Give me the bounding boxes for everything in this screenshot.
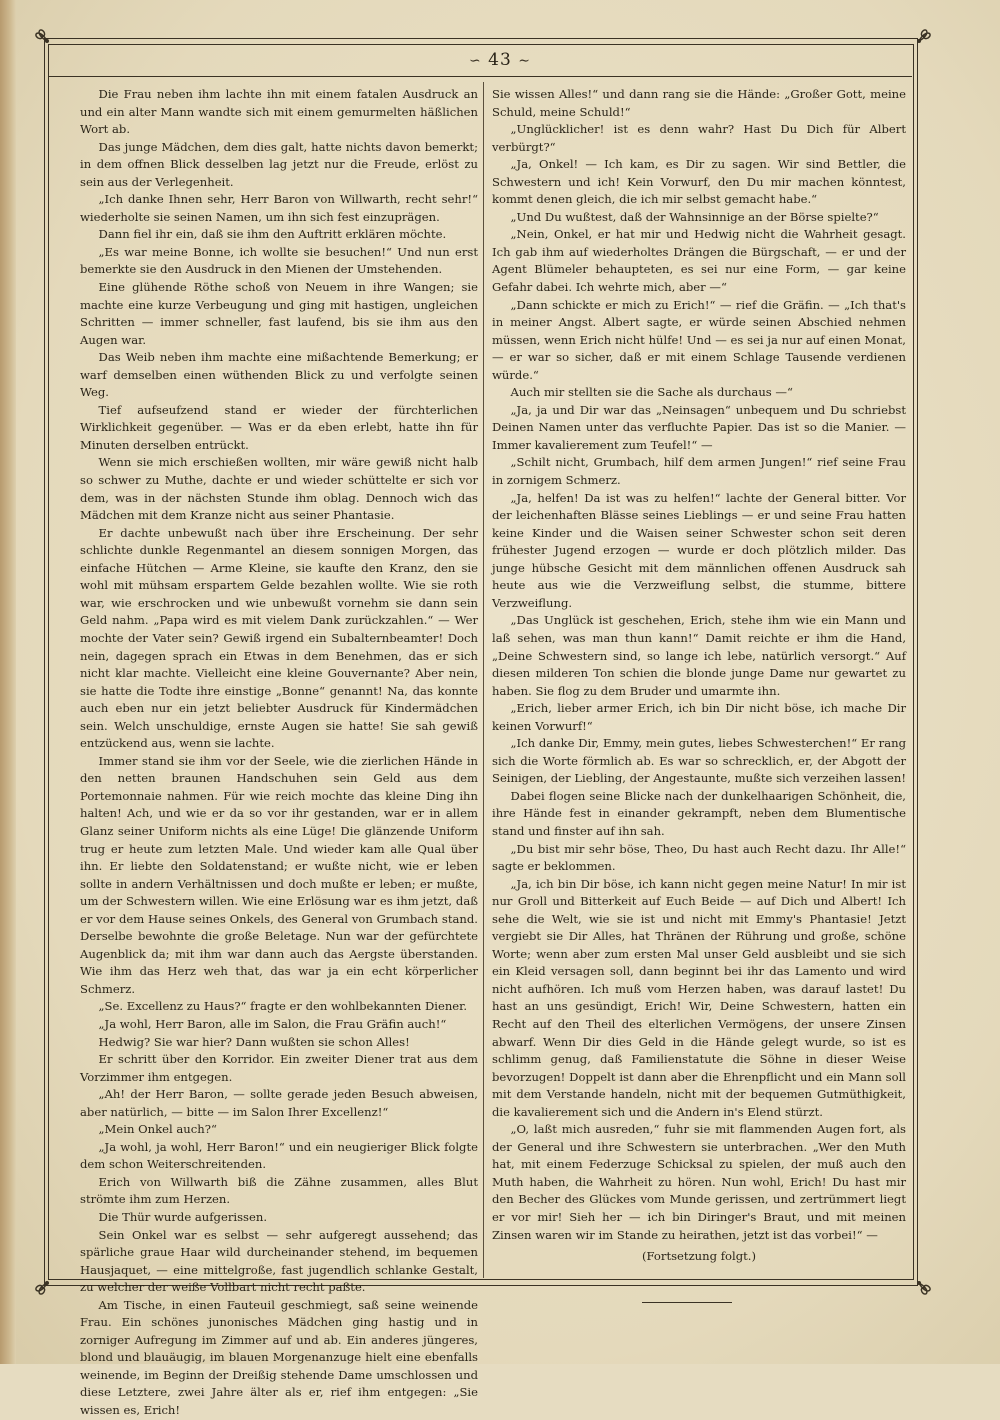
paragraph: „Ich danke Dir, Emmy, mein gutes, liebes Schwesterchen!“ Er rang sich die Worte förmlich ab. Es war so schrecklich, er, der Abgott der Seinigen, der Liebling, der Angestaunte, mußte sich verzeihen lassen!: [492, 736, 906, 786]
corner-ornament-icon: [30, 24, 64, 58]
corner-ornament-icon: [902, 24, 936, 58]
paragraph: Erich von Willwarth biß die Zähne zusammen, alles Blut strömte ihm zum Herzen.: [80, 1174, 478, 1207]
paragraph: „Se. Excellenz zu Haus?“ fragte er den wohlbekannten Diener.: [98, 999, 468, 1014]
paragraph: Sie wissen Alles!“ und dann rang sie die Hände: „Großer Gott, meine Schuld, meine Schuld!“: [492, 87, 906, 119]
paragraph: Immer stand sie ihm vor der Seele, wie die zierlichen Hände in den netten braunen Handschuhen sein Geld aus dem Portemonnaie nahmen. Für wie reich mochte das kleine Ding ihn halten! Ach, und wie er da so vor ihr gestanden, war er in allem Glanz seiner Uniform nichts als eine Lüge! Die glänzende Uniform trug er heute zum letzten Male. Und wieder kam alle Qual über ihn. Er liebte den Soldatenstand; er wußte nicht, wie er leben sollte in andern Verhältnissen und doch mußte er leben; er mußte, um der Schwestern willen. Wie eine Erlösung war es ihm jetzt, daß er vor dem Hause seines Onkels, des General von Grumbach stand. Derselbe bewohnte die große Beletage. Nun war der gefürchtete Augenblick da; mit ihm war dann auch das Aergste überstanden. Wie ihm das Herz weh that, das war ja ein echt körperlicher Schmerz.: [80, 753, 478, 996]
paragraph: „Ja, ich bin Dir böse, ich kann nicht gegen meine Natur! In mir ist nur Groll und Bitterkeit auf Euch Beide — auf Dich und Albert! Ich sehe die Welt, wie sie ist und nicht mit Emmy's Phantasie! Jetzt vergiebt sie Dir Alles, hat Thränen der Rührung und große, schöne Worte; wenn aber zum ersten Mal unser Geld ausbleibt und sie sich ein Kleid versagen soll, dann beginnt bei ihr das Lamento und wird nicht aufhören. Ich muß vom Herzen haben, was darauf lastet! Du hast an uns gesündigt, Erich! Wir, Deine Schwestern, hatten ein Recht auf den Theil des elterlichen Vermögens, der unsere Zinsen abwarf. Wenn Dir dies Geld in die Hände gelegt wurde, so ist es schlimm genug, daß Familienstatute die Söhne in dieser Weise bevorzugen! Doppelt ist dann aber die Ehrenpflicht und ein Mann soll mit dem Verstande handeln, nicht mit der bequemen Gutmüthigkeit, die kavalierement sich und die Andern in's Elend stürzt.: [492, 876, 906, 1119]
flourish-left-icon: ∽: [469, 53, 482, 69]
paragraph: Das Weib neben ihm machte eine mißachtende Bemerkung; er warf demselben einen wüthenden Blick zu und verfolgte seinen Weg.: [80, 350, 478, 400]
paragraph: „Erich, lieber armer Erich, ich bin Dir nicht böse, ich mache Dir keinen Vorwurf!“: [492, 701, 906, 733]
paragraph: Eine glühende Röthe schoß von Neuem in ihre Wangen; sie machte eine kurze Verbeugung und ging mit hastigen, ungleichen Schritten — immer schneller, fast laufend, bis sie ihm aus den Augen war.: [80, 280, 478, 347]
paragraph: „Ja, helfen! Da ist was zu helfen!“ lachte der General bitter. Vor der leichenhaften Blässe seines Lieblings — er und seine Frau hatten keine Kinder und die Waisen seiner Schwester schon seit deren frühester Jugend erzogen — wurde er doch plötzlich milder. Das junge hübsche Gesicht mit dem männlichen offenen Ausdruck sah heute aus wie die Verzweiflung selbst, die stumme, bittere Verzweiflung.: [492, 490, 906, 610]
right-column: [492, 86, 906, 1303]
paragraph: „Und Du wußtest, daß der Wahnsinnige an der Börse spielte?“: [510, 209, 879, 224]
paragraph: Er dachte unbewußt nach über ihre Erscheinung. Der sehr schlichte dunkle Regenmantel an diesem sonnigen Morgen, das einfache Hütchen — Arme Kleine, sie kaufte den Kranz, den sie wohl mit mühsam erspartem Gelde bezahlen wollte. Wie sie roth war, wie erschrocken und wie unbewußt vornehm sie dann sein Geld nahm. „Papa wird es mit vielem Dank zurückzahlen.“ — Wer mochte der Vater sein? Gewiß irgend ein Subalternbeamter! Doch nein, dagegen sprach ein Etwas in dem Benehmen, das er sich nicht klar machte. Vielleicht eine kleine Gouvernante? Aber nein, sie hatte die Todte ihre einstige „Bonne“ genannt! Na, das konnte auch eben nur ein jetzt beliebter Ausdruck für Kindermädchen sein. Welch unschuldige, ernste Augen sie hatte! Sie sah gewiß entzückend aus, wenn sie lachte.: [80, 525, 478, 751]
paragraph: Dann fiel ihr ein, daß sie ihm den Auftritt erklären möchte.: [98, 227, 447, 242]
paragraph: „Ja, Onkel! — Ich kam, es Dir zu sagen. Wir sind Bettler, die Schwestern und ich! Kein Vorwurf, den Du mir machen könntest, kommt denen gleich, die ich mir selbst gemacht habe.“: [492, 157, 906, 207]
page-number-header: [410, 50, 590, 72]
paragraph: Das junge Mädchen, dem dies galt, hatte nichts davon bemerkt; in dem offnen Blick desselben lag jetzt nur die Freude, erlöst zu sein aus der Verlegenheit.: [80, 139, 478, 189]
paragraph: Wenn sie mich erschießen wollten, mir wäre gewiß nicht halb so schwer zu Muthe, dachte er und wieder schüttelte er sich vor dem, was in der nächsten Stunde ihm oblag. Dennoch wich das Mädchen mit dem Kranze nicht aus seiner Phantasie.: [80, 455, 478, 523]
binding-gutter: [0, 0, 16, 1364]
paragraph: „Das Unglück ist geschehen, Erich, stehe ihm wie ein Mann und laß sehen, was man thun kann!“ Damit reichte er ihm die Hand, „Deine Schwestern sind, so lange ich lebe, natürlich versorgt.“ Auf diesen milderen Ton schien die blonde junge Dame nur gewartet zu haben. Sie flog zu dem Bruder und umarmte ihn.: [492, 613, 906, 698]
paragraph: „Nein, Onkel, er hat mir und Hedwig nicht die Wahrheit gesagt. Ich gab ihm auf wiederholtes Drängen die Bürgschaft, — er und der Agent Blümeler behaupteten, es sei nur eine Form, — gar keine Gefahr dabei. Ich wehrte mich, aber —“: [492, 227, 906, 295]
end-rule: [642, 1302, 732, 1303]
paragraph: Die Thür wurde aufgerissen.: [98, 1210, 268, 1224]
paragraph: „Du bist mir sehr böse, Theo, Du hast auch Recht dazu. Ihr Alle!“ sagte er beklommen.: [492, 841, 906, 874]
left-column: [80, 86, 478, 1420]
paragraph: „Ja wohl, Herr Baron, alle im Salon, die Frau Gräfin auch!“: [98, 1016, 447, 1031]
paragraph: „Dann schickte er mich zu Erich!“ — rief die Gräfin. — „Ich that's in meiner Angst. Albert sagte, er würde seinen Abschied nehmen müssen, wenn Erich nicht hülfe! Und — es sei ja nur auf einen Monat, — er war so sicher, daß er mit einem Schlage Tausende verdienen würde.“: [492, 297, 906, 382]
paragraph: Er schritt über den Korridor. Ein zweiter Diener trat aus dem Vorzimmer ihm entgegen.: [80, 1052, 478, 1084]
column-divider: [483, 82, 484, 1278]
paragraph: „Ja wohl, ja wohl, Herr Baron!“ und ein neugieriger Blick folgte dem schon Weiterschreitenden.: [80, 1139, 478, 1172]
paragraph: Am Tische, in einen Fauteuil geschmiegt, saß seine weinende Frau. Ein schönes junonisches Mädchen ging hastig und in zorniger Aufregung im Zimmer auf und ab. Ein anderes jüngeres, blond und blauäugig, im blauen Morgenanzuge hielt eine ebenfalls weinende, im Beginn der Dreißig stehende Dame umschlossen und diese Letztere, zwei Jahre älter als er, rief ihm entgegen: „Sie wissen es, Erich!: [80, 1297, 478, 1418]
paragraph: Dabei flogen seine Blicke nach der dunkelhaarigen Schönheit, die, ihre Hände fest in einander gekrampft, neben dem Blumentische stand und finster auf ihn sah.: [492, 788, 906, 838]
paragraph: „Schilt nicht, Grumbach, hilf dem armen Jungen!“ rief seine Frau in zornigem Schmerz.: [492, 455, 906, 488]
header-rule: [48, 76, 912, 77]
paragraph: Auch mir stellten sie die Sache als durchaus —“: [510, 385, 793, 400]
paragraph: Sein Onkel war es selbst — sehr aufgeregt aussehend; das spärliche graue Haar wild durcheinander stehend, im bequemen Hausjaquet, — eine mittelgroße, fast jugendlich schlanke Gestalt, zu welcher der weiße Vollbart nicht recht paßte.: [80, 1227, 478, 1295]
paragraph: „Ah! der Herr Baron, — sollte gerade jeden Besuch abweisen, aber natürlich, — bitte — im Salon Ihrer Excellenz!“: [80, 1087, 478, 1119]
continued-note: (Fortsetzung folgt.): [641, 1249, 756, 1264]
paragraph: Tief aufseufzend stand er wieder der fürchterlichen Wirklichkeit gegenüber. — Was er da eben erlebt, hatte ihn für Minuten derselben entrückt.: [80, 402, 478, 452]
paragraph: Hedwig? Sie war hier? Dann wußten sie schon Alles!: [98, 1034, 410, 1049]
corner-ornament-icon: [902, 1266, 936, 1300]
paragraph: „Unglücklicher! ist es denn wahr? Hast Du Dich für Albert verbürgt?“: [492, 122, 906, 154]
paragraph: Die Frau neben ihm lachte ihn mit einem fatalen Ausdruck an und ein alter Mann wandte sich mit einem gemurmelten häßlichen Wort ab.: [80, 87, 478, 137]
paragraph: „O, laßt mich ausreden,“ fuhr sie mit flammenden Augen fort, als der General und ihre Schwestern sie unterbrachen. „Wer den Muth hat, mit einem Federzuge Schicksal zu spielen, der muß auch den Muth haben, die Wahrheit zu hören. Nun wohl, Erich! Du hast mir den Becher des Glückes vom Munde gerissen, und zertrümmert liegt er vor mir! Sieh her — ich bin Diringer's Braut, und mit meinen Zinsen waren wir im Stande zu heirathen, jetzt ist das vorbei!“ —: [492, 1122, 906, 1242]
page-number: 43: [488, 50, 512, 70]
paragraph: „Ich danke Ihnen sehr, Herr Baron von Willwarth, recht sehr!“ wiederholte sie seinen Namen, um ihn sich fest einzuprägen.: [80, 192, 478, 224]
paragraph: „Es war meine Bonne, ich wollte sie besuchen!“ Und nun erst bemerkte sie den Ausdruck in den Mienen der Umstehenden.: [80, 244, 478, 277]
paragraph: „Mein Onkel auch?“: [98, 1122, 217, 1137]
paragraph: „Ja, ja und Dir war das „Neinsagen“ unbequem und Du schriebst Deinen Namen unter das verfluchte Papier. Das ist so die Manier. — Immer kavalierement zum Teufel!“ —: [492, 402, 906, 452]
corner-ornament-icon: [30, 1266, 64, 1300]
flourish-right-icon: ∼: [518, 53, 531, 69]
